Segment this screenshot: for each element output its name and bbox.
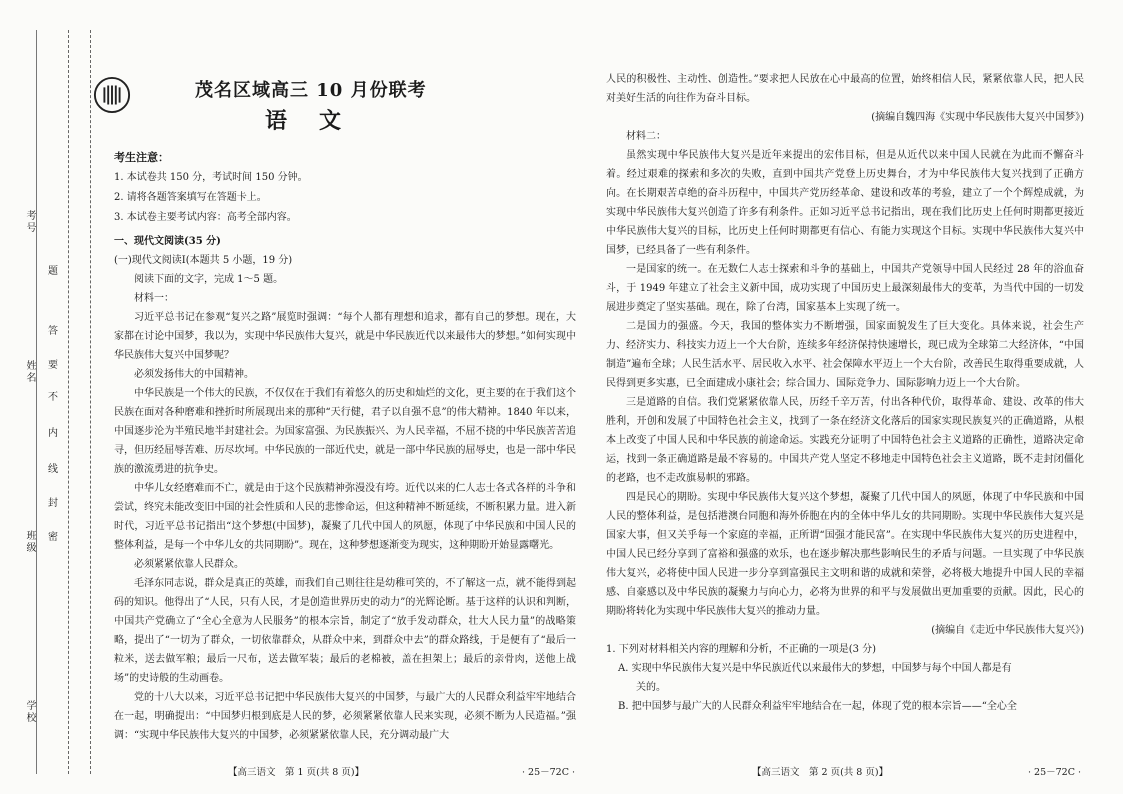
paragraph: 必须发扬伟大的中国精神。 [134, 369, 254, 380]
exam-logo [93, 76, 131, 114]
xingming-label: 姓名 [24, 360, 35, 384]
paragraph: 中华儿女经磨难而不亡，就是由于这个民族精神弥漫没有垮。近代以来的仁人志士各式各样的斗争和尝试，终究未能改变旧中国的社会性质和人民的悲惨命运，但这种精神不断延续，不断积累力量。进入新时代，习近平总书记指出“这个梦想(中国梦)，凝聚了几代中国人的夙愿，体现了中华民族和中国人民的整体利益，是每一个中华儿女的共同期盼”。现在，这种梦想逐渐变为现实，这种期盼开始显露曙光。 [114, 483, 576, 551]
seal-line [68, 30, 69, 774]
paragraph: 毛泽东同志说，群众是真正的英雄，而我们自己则往往是幼稚可笑的，不了解这一点，就不能得到起码的知识。他得出了“人民，只有人民，才是创造世界历史的动力”的光辉论断。基于这样的认识和判断，中国共产党确立了“全心全意为人民服务”的根本宗旨，制定了“放手发动群众，壮大人民力量”的战略策略，提出了“一切为了群众，一切依靠群众，从群众中来，到群众中去”的群众路线，于是便有了“最后一粒米，送去做军粮；最后一尺布，送去做军装；最后的老棉被，盖在担架上；最后的亲骨肉，送他上战场”的史诗般的生动画卷。 [114, 578, 576, 684]
seal-char: 密 [48, 532, 58, 543]
exam-title: 茂名区域高三 10 月份联考 [195, 80, 427, 101]
banji-label: 班级 [24, 530, 35, 554]
paragraph: 虽然实现中华民族伟大复兴是近年来提出的宏伟目标，但是从近代以来中国人民就在为此而不懈奋斗着。经过艰难的探索和多次的失败，直到中国共产党登上历史舞台，才为中华民族伟大复兴找到了正确方向。在长期艰苦卓绝的奋斗历程中，中国共产党历经革命、建设和改革的考验，建立了一个个辉煌成就，为实现中华民族伟大复兴创造了许多有利条件。正如习近平总书记指出，现在我们比历史上任何时期都更接近中华民族伟大复兴的目标，比历史上任何时期都更有信心、有能力实现这个目标。实现中华民族伟大复兴中国梦，已经具备了一些有利条件。 [606, 150, 1084, 256]
seal-char: 内 [48, 428, 58, 439]
instruction: 阅读下面的文字，完成 1～5 题。 [134, 274, 284, 285]
source-citation: (摘编自魏四海《实现中华民族伟大复兴中国梦》) [871, 112, 1084, 123]
notice-head: 考生注意： [114, 151, 169, 164]
binding-margin [0, 0, 104, 794]
option-b: B. 把中国梦与最广大的人民群众利益牢牢地结合在一起，体现了党的根本宗旨——“全心全 [618, 701, 1017, 712]
xuexiao-label: 学校 [24, 700, 35, 724]
paragraph: 四是民心的期盼。实现中华民族伟大复兴这个梦想，凝聚了几代中国人的夙愿，体现了中华民族和中国人民的整体利益，是包括港澳台同胞和海外侨胞在内的全体中华儿女的共同期盼。实现中华民族伟大复兴是国家大事，但又关乎每一个家庭的幸福，正所谓“国强才能民富”。在实现中华民族伟大复兴的历史进程中，中国人民已经分享到了富裕和强盛的欢乐，也在逐步解决那些影响民生的矛盾与问题。一旦实现了中华民族伟大复兴，必将使中国人民进一步分享到富强民主文明和谐的成就和荣誉，必将极大地提升中国人民的幸福感、自豪感以及中华民族的凝聚力与向心力，必将为世界的和平与发展做出更加重要的贡献。因此，民心的期盼将转化为实现中华民族伟大复兴的推动力量。 [606, 492, 1084, 617]
footer-code1: · 25－72C · [522, 767, 576, 778]
seal-char: 答 [48, 326, 58, 337]
margin-line [36, 30, 37, 774]
footer-page1: 【高三语文 第 1 页(共 8 页)】 [228, 767, 365, 778]
footer-page2: 【高三语文 第 2 页(共 8 页)】 [752, 767, 889, 778]
section-heading: 一、现代文阅读(35 分) [114, 236, 221, 247]
option-a: A. 实现中华民族伟大复兴是中华民族近代以来最伟大的梦想，中国梦与每个中国人都是有 [618, 663, 1012, 674]
notice-item: 1. 本试卷共 150 分，考试时间 150 分钟。 [114, 172, 308, 183]
paragraph: 三是道路的自信。我们党紧紧依靠人民，历经千辛万苦，付出各种代价，取得革命、建设、改革的伟大胜利，开创和发展了中国特色社会主义，找到了一条在经济文化落后的国家实现民族复兴的正确道路，从根本上改变了中国人民和中华民族的前途命运。实践充分证明了中国特色社会主义道路的正确性，道路决定命运，找到一条正确道路是最不容易的。中国共产党人坚定不移地走中国特色社会主义道路，既不走封闭僵化的老路，也不走改旗易帜的邪路。 [606, 397, 1084, 484]
paragraph: 习近平总书记在参观“复兴之路”展览时强调：“每个人都有理想和追求，都有自己的梦想。现在，大家都在讨论中国梦，我以为，实现中华民族伟大复兴，就是中华民族近代以来最伟大的梦想。”如何实现中华民族伟大复兴中国梦呢？ [114, 312, 576, 361]
question-1: 1. 下列对材料相关内容的理解和分析，不正确的一项是(3 分) [606, 644, 877, 655]
source-citation: (摘编自《走近中华民族伟大复兴》) [931, 625, 1084, 636]
subject-title: 语文 [265, 108, 374, 134]
material-label: 材料二： [626, 131, 666, 142]
right-page [606, 70, 1084, 716]
notice-block [114, 148, 554, 228]
paragraph: 党的十八大以来，习近平总书记把中华民族伟大复兴的中国梦，与最广大的人民群众利益牢牢地结合在一起，明确提出：“中国梦归根到底是人民的梦，必须紧紧依靠人民来实现，必须不断为人民造福。”强调：“实现中华民族伟大复兴的中国梦，必须紧紧依靠人民，充分调动最广大 [114, 692, 576, 741]
notice-item: 2. 请将各题答案填写在答题卡上。 [114, 192, 267, 203]
kaohao-label: 考号 [24, 210, 35, 234]
seal-char: 线 [48, 464, 58, 475]
notice-item: 3. 本试卷主要考试内容：高考全部内容。 [114, 212, 297, 223]
seal-line-inner [90, 30, 91, 774]
left-page [114, 232, 576, 745]
paragraph: 一是国家的统一。在无数仁人志士探索和斗争的基础上，中国共产党领导中国人民经过 28 年的浴血奋斗，于 1949 年建立了社会主义新中国，成功实现了中国历史上最深刻最伟大的变革，为当代中国的一切发展进步奠定了坚实基础。现在，除了台湾，国家基本上实现了统一。 [606, 264, 1084, 313]
paragraph: 必须紧紧依靠人民群众。 [134, 559, 244, 570]
seal-char: 封 [48, 498, 58, 509]
seal-char: 题 [48, 266, 58, 277]
footer-code2: · 25－72C · [1028, 767, 1082, 778]
subsection-heading: (一)现代文阅读Ⅰ(本题共 5 小题，19 分) [114, 255, 293, 266]
paragraph: 中华民族是一个伟大的民族，不仅仅在于我们有着悠久的历史和灿烂的文化，更主要的在于我们这个民族在面对各种磨难和挫折时所展现出来的那种“天行健，君子以自强不息”的伟大精神。1840 年以来，中国逐步沦为半殖民地半封建社会。为国家富强、为民族振兴、为人民幸福，不屈不挠的中华民族苦苦追寻，但历经屈辱苦难、历尽坎坷。中华民族的一部近代史，就是一部中华民族的屈辱史，也是一部中华民族的激流勇进的抗争史。 [114, 388, 576, 475]
material-label: 材料一： [134, 293, 174, 304]
option-a-cont: 关的。 [636, 682, 666, 693]
seal-char: 不 [48, 392, 58, 403]
paragraph: 二是国力的强盛。今天，我国的整体实力不断增强，国家面貌发生了巨大变化。具体来说，社会生产力、经济实力、科技实力迈上一个大台阶，连续多年经济保持快速增长，现已成为全球第二大经济体，“中国制造”遍布全球；人民生活水平、居民收入水平、社会保障水平迈上一个大台阶，改善民生取得重要成就，人民得到更多实惠，已全面建成小康社会；综合国力、国际竞争力、国际影响力迈上一个大台阶。 [606, 321, 1084, 389]
seal-char: 要 [48, 360, 58, 371]
paragraph-continued: 人民的积极性、主动性、创造性。”要求把人民放在心中最高的位置，始终相信人民，紧紧依靠人民，把人民对美好生活的向往作为奋斗目标。 [606, 74, 1084, 104]
